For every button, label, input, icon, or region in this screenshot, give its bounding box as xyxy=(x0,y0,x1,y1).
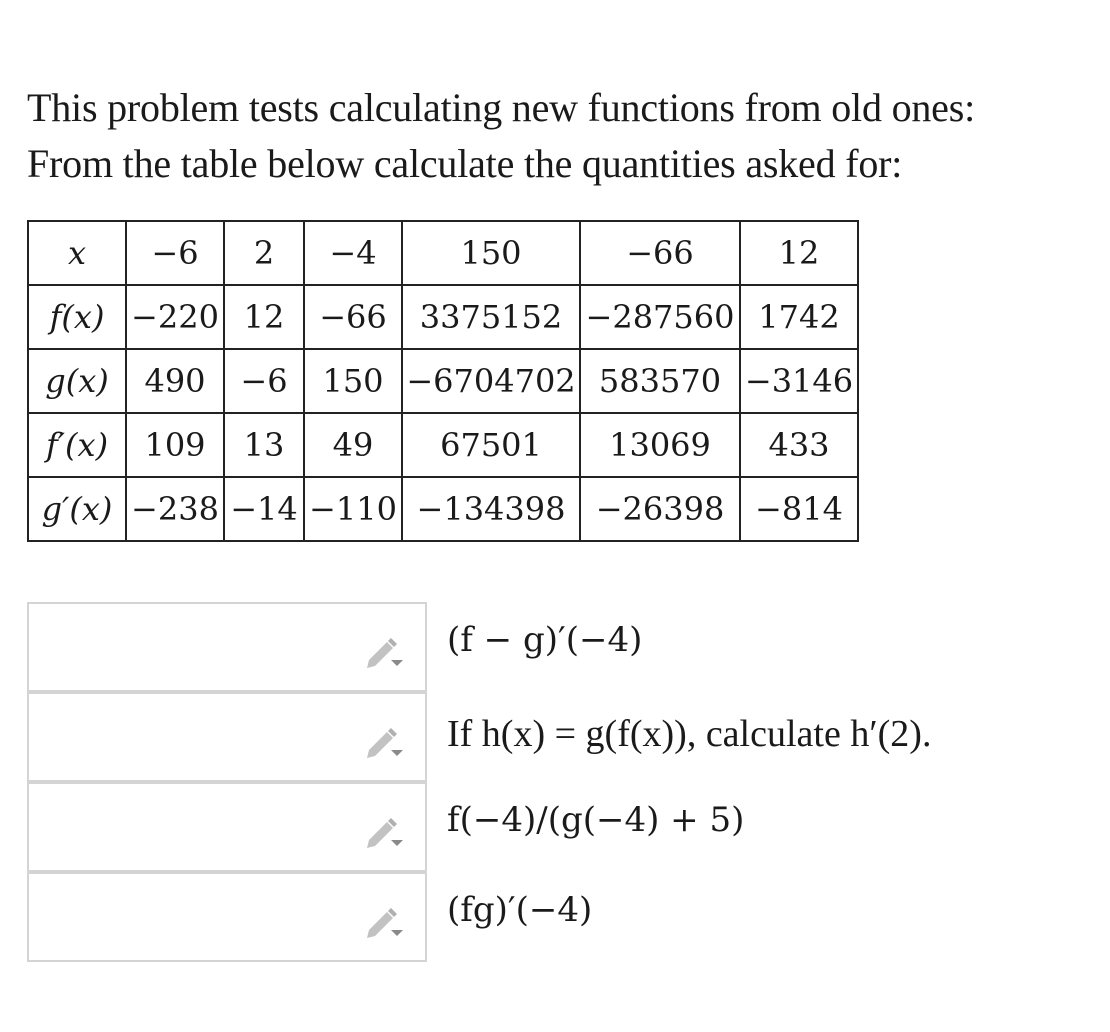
table-row-label: g(x) xyxy=(28,349,126,413)
table-row-label: f(x) xyxy=(28,285,126,349)
answer-box xyxy=(27,872,427,962)
table-cell: −814 xyxy=(740,477,858,541)
table-row xyxy=(28,349,858,413)
table-header-row xyxy=(28,221,858,285)
table-cell: 2 xyxy=(224,221,304,285)
table-cell: −110 xyxy=(304,477,402,541)
table-cell: 1742 xyxy=(740,285,858,349)
pencil-icon[interactable] xyxy=(363,904,403,938)
table-cell: 67501 xyxy=(402,413,580,477)
table-cell: −238 xyxy=(126,477,224,541)
table-header-label: x xyxy=(28,221,126,285)
answer-box xyxy=(27,692,427,782)
answer-input-1[interactable] xyxy=(35,610,359,686)
table-row-label: f′(x) xyxy=(28,413,126,477)
table-row xyxy=(28,413,858,477)
table-cell: −66 xyxy=(580,221,740,285)
table-cell: 12 xyxy=(740,221,858,285)
table-row-label: g′(x) xyxy=(28,477,126,541)
table-cell: 109 xyxy=(126,413,224,477)
table-row xyxy=(28,285,858,349)
table-cell: −3146 xyxy=(740,349,858,413)
table-cell: 150 xyxy=(304,349,402,413)
answer-input-3[interactable] xyxy=(35,790,359,866)
table-cell: −66 xyxy=(304,285,402,349)
answer-box xyxy=(27,782,427,872)
intro-line-1: This problem tests calculating new functions from old ones: xyxy=(27,85,976,130)
table-row xyxy=(28,477,858,541)
table-cell: −6 xyxy=(126,221,224,285)
table-cell: −220 xyxy=(126,285,224,349)
table-cell: 583570 xyxy=(580,349,740,413)
table-cell: 13 xyxy=(224,413,304,477)
table-cell: −6704702 xyxy=(402,349,580,413)
table-cell: −134398 xyxy=(402,477,580,541)
answer-input-4[interactable] xyxy=(35,880,359,956)
table-cell: 12 xyxy=(224,285,304,349)
question-prompt: (f − g)′(−4) xyxy=(447,620,643,660)
table-cell: −6 xyxy=(224,349,304,413)
table-cell: −4 xyxy=(304,221,402,285)
table-cell: 490 xyxy=(126,349,224,413)
table-cell: 49 xyxy=(304,413,402,477)
table-cell: −287560 xyxy=(580,285,740,349)
pencil-icon[interactable] xyxy=(363,724,403,758)
table-cell: 433 xyxy=(740,413,858,477)
intro-line-2: From the table below calculate the quantities asked for: xyxy=(27,141,903,186)
answer-box xyxy=(27,602,427,692)
pencil-icon[interactable] xyxy=(363,814,403,848)
question-prompt: If h(x) = g(f(x)), calculate h′(2). xyxy=(447,713,932,755)
pencil-icon[interactable] xyxy=(363,634,403,668)
question-prompt: f(−4)/(g(−4) + 5) xyxy=(447,800,745,840)
table-cell: 3375152 xyxy=(402,285,580,349)
answer-input-2[interactable] xyxy=(35,700,359,776)
function-values-table xyxy=(27,220,859,542)
table-cell: −26398 xyxy=(580,477,740,541)
problem-statement xyxy=(27,80,1087,192)
table-cell: 150 xyxy=(402,221,580,285)
table-cell: −14 xyxy=(224,477,304,541)
table-cell: 13069 xyxy=(580,413,740,477)
question-prompt: (fg)′(−4) xyxy=(447,890,593,930)
